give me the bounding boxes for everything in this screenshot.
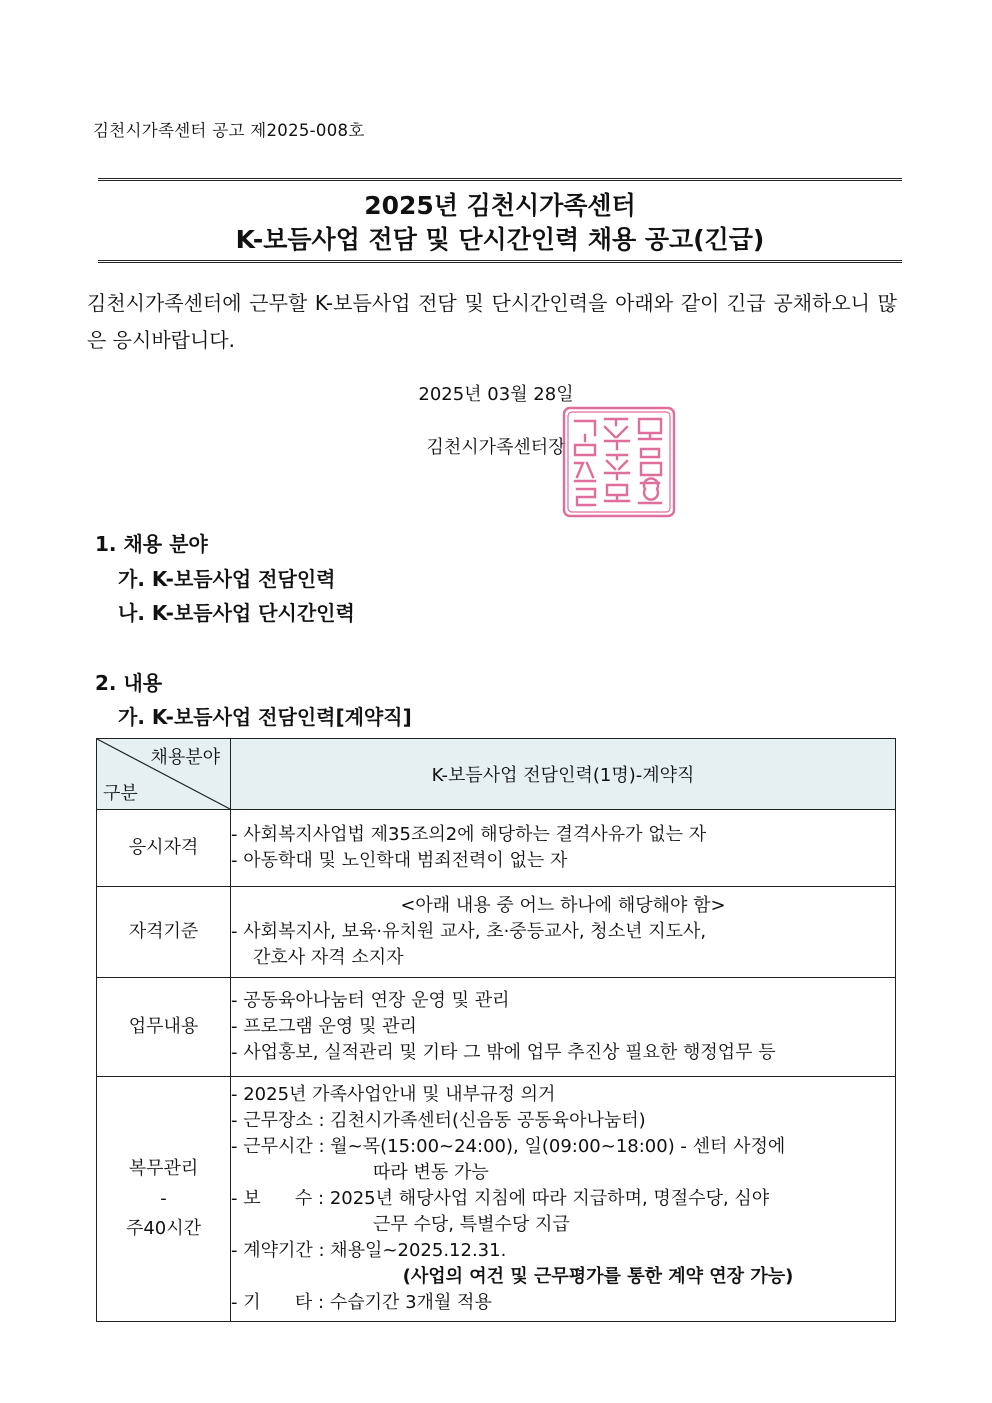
section-1-heading: 1. 채용 분야 (95, 532, 208, 556)
service-label-2: - (160, 1188, 167, 1209)
table-row-qualification (97, 810, 896, 887)
service-line-4: 따라 변동 가능 (373, 1162, 489, 1183)
row-content-qualification (231, 810, 896, 887)
section-2-sub-heading: 가. K-보듬사업 전담인력[계약직] (118, 705, 412, 729)
table-corner-cell (97, 739, 231, 810)
section-2-heading: 2. 내용 (95, 671, 163, 695)
service-label-1: 복무관리 (128, 1158, 199, 1179)
table-row-criteria (97, 887, 896, 978)
row-label-qualification: 응시자격 (97, 810, 231, 887)
row-label-criteria: 자격기준 (97, 887, 231, 978)
service-line-7: - 계약기간 : 채용일~2025.12.31. (231, 1240, 507, 1261)
issuer-name: 김천시가족센터장 (426, 437, 566, 458)
corner-label-field: 채용분야 (150, 747, 220, 768)
table-header-row (97, 739, 896, 810)
criteria-note: <아래 내용 중 어느 하나에 해당해야 함> (400, 895, 726, 916)
table-row-service (97, 1077, 896, 1322)
qualification-line-2: - 아동학대 및 노인학대 범죄전력이 없는 자 (231, 850, 568, 871)
recruitment-table (96, 738, 896, 1322)
title-box (98, 178, 902, 263)
row-content-duties (231, 978, 896, 1077)
title-line-1: 2025년 김천시가족센터 (364, 191, 636, 220)
service-line-2: - 근무장소 : 김천시가족센터(신음동 공동육아나눔터) (231, 1110, 646, 1131)
service-line-8: (사업의 여건 및 근무평가를 통한 계약 연장 가능) (402, 1266, 794, 1287)
announcement-date: 2025년 03월 28일 (418, 384, 574, 405)
service-line-5: - 보 수 : 2025년 해당사업 지침에 따라 지급하며, 명절수당, 심야 (231, 1188, 770, 1209)
duties-line-3: - 사업홍보, 실적관리 및 기타 그 밖에 업무 추진상 필요한 행정업무 등 (231, 1042, 776, 1063)
service-label-3: 주40시간 (125, 1218, 202, 1239)
section-1-item-2: 나. K-보듬사업 단시간인력 (118, 601, 355, 625)
row-label-service (97, 1077, 231, 1322)
duties-line-1: - 공동육아나눔터 연장 운영 및 관리 (231, 990, 510, 1011)
table-header-title: K-보듬사업 전담인력(1명)-계약직 (231, 739, 896, 810)
notice-number: 김천시가족센터 공고 제2025-008호 (93, 121, 365, 140)
row-content-criteria (231, 887, 896, 978)
intro-paragraph: 김천시가족센터에 근무할 K-보듬사업 전담 및 단시간인력을 아래와 같이 긴급 공채하오니 많은 응시바랍니다. (87, 291, 897, 352)
table-row-duties (97, 978, 896, 1077)
official-seal-icon (561, 405, 677, 519)
row-label-duties: 업무내용 (97, 978, 231, 1077)
service-line-1: - 2025년 가족사업안내 및 내부규정 의거 (231, 1084, 556, 1105)
corner-label-category: 구분 (103, 783, 138, 804)
criteria-line-2: 간호사 자격 소지자 (253, 947, 404, 968)
section-1-item-1: 가. K-보듬사업 전담인력 (118, 567, 336, 591)
service-line-9: - 기 타 : 수습기간 3개월 적용 (231, 1292, 492, 1313)
criteria-line-1: - 사회복지사, 보육·유치원 교사, 초·중등교사, 청소년 지도사, (231, 921, 707, 942)
title-line-2: K-보듬사업 전담 및 단시간인력 채용 공고(긴급) (235, 225, 765, 254)
service-line-6: 근무 수당, 특별수당 지급 (373, 1214, 570, 1235)
duties-line-2: - 프로그램 운영 및 관리 (231, 1016, 417, 1037)
qualification-line-1: - 사회복지사업법 제35조의2에 해당하는 결격사유가 없는 자 (231, 824, 707, 845)
service-line-3: - 근무시간 : 월~목(15:00~24:00), 일(09:00~18:00) - 센터 사정에 (231, 1136, 786, 1157)
row-content-service (231, 1077, 896, 1322)
